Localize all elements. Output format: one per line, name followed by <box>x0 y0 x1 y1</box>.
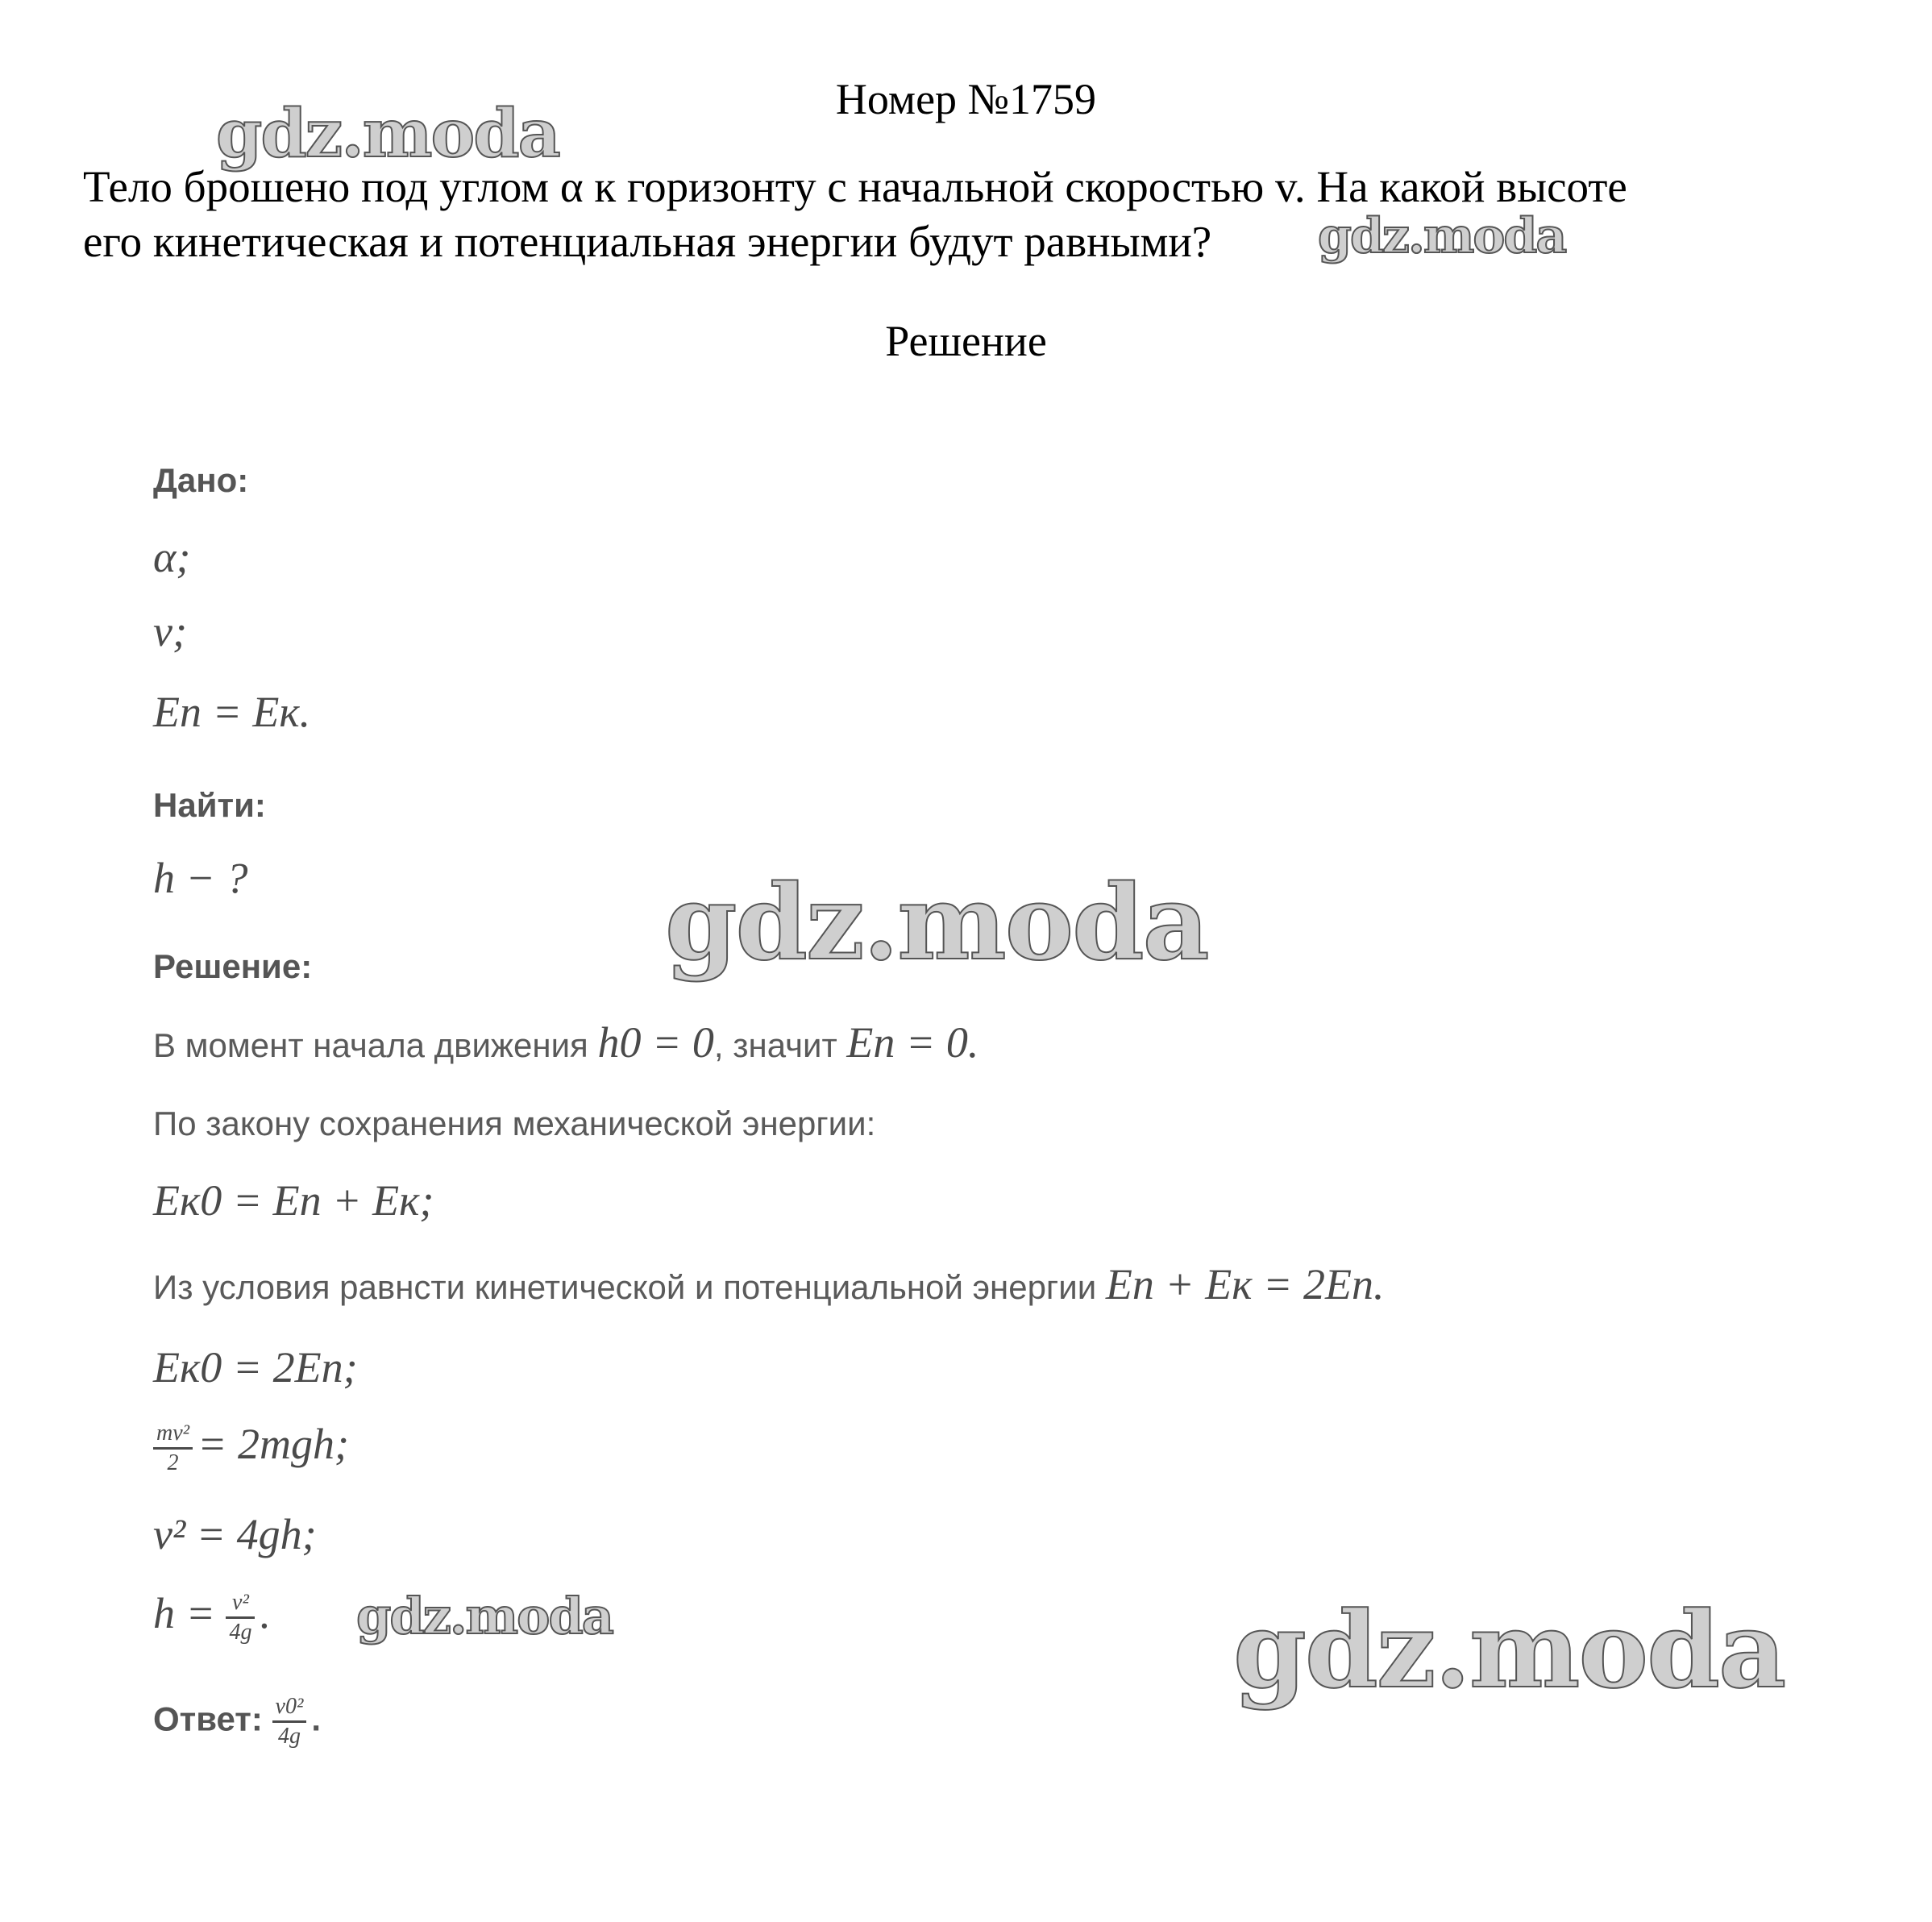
section-title: Решение <box>885 317 1047 365</box>
h0-formula: h0 = 0 <box>597 1018 714 1067</box>
fraction-numerator: v² <box>226 1589 255 1619</box>
equation-ek0-2ep: Eк0 = 2Eп; <box>153 1343 358 1392</box>
initial-condition-text: В момент начала движения <box>153 1026 598 1064</box>
fraction-denominator: 2 <box>167 1450 179 1476</box>
fraction-mv2-over-2 <box>153 1420 193 1477</box>
initial-condition-line <box>153 1017 978 1067</box>
initial-condition-mid: , значит <box>713 1026 847 1064</box>
equation-mv2-2mgh <box>153 1419 349 1477</box>
fraction-denominator: 4g <box>277 1724 301 1749</box>
given-label: Дано: <box>153 461 249 499</box>
watermark-top-left: gdz.moda <box>216 95 559 173</box>
given-alpha: α; <box>153 533 191 581</box>
watermark-center: gdz.moda <box>665 863 1208 984</box>
watermark-bottom-right: gdz.moda <box>1233 1588 1785 1712</box>
equation-rhs: = 2mgh; <box>197 1420 349 1468</box>
fraction-numerator: mv² <box>153 1420 193 1450</box>
problem-statement <box>83 160 1888 269</box>
given-energy-equality: Eп = Eк. <box>153 688 311 736</box>
fraction-numerator: v0² <box>272 1693 307 1723</box>
given-v: v; <box>153 607 187 655</box>
watermark-small-bottom: gdz.moda <box>356 1587 613 1645</box>
conservation-law-text: По закону сохранения механической энергии: <box>153 1105 876 1142</box>
equality-condition-text: Из условия равнсти кинетической и потенциальной энергии <box>153 1268 1106 1306</box>
problem-line-1: Тело брошено под углом α к горизонту с начальной скоростью v. На какой высоте <box>83 162 1627 211</box>
fraction-denominator: 4g <box>229 1620 252 1645</box>
page-title: Номер №1759 <box>835 75 1097 123</box>
energy-conservation-equation: Eк0 = Eп + Eк; <box>153 1176 434 1225</box>
answer-period: . <box>311 1699 322 1738</box>
answer-label: Ответ: <box>153 1699 263 1738</box>
equation-h-result <box>153 1588 271 1646</box>
answer-fraction <box>272 1693 307 1750</box>
answer-line <box>153 1693 321 1750</box>
find-h: h − ? <box>153 854 248 902</box>
problem-line-2: его кинетическая и потенциальная энергии будут равными? <box>83 217 1212 266</box>
equality-condition-line <box>153 1259 1384 1309</box>
solution-label: Решение: <box>153 947 313 985</box>
equation-v2-4gh: v² = 4gh; <box>153 1510 317 1558</box>
fraction-v2-over-4g <box>226 1589 255 1646</box>
equation-period: . <box>260 1589 271 1637</box>
equality-formula: Eп + Eк = 2Eп. <box>1105 1260 1385 1308</box>
ep-zero-formula: Eп = 0. <box>846 1018 979 1067</box>
watermark-after-question: gdz.moda <box>1318 208 1566 264</box>
find-label: Найти: <box>153 786 266 824</box>
h-equals: h = <box>153 1589 215 1637</box>
